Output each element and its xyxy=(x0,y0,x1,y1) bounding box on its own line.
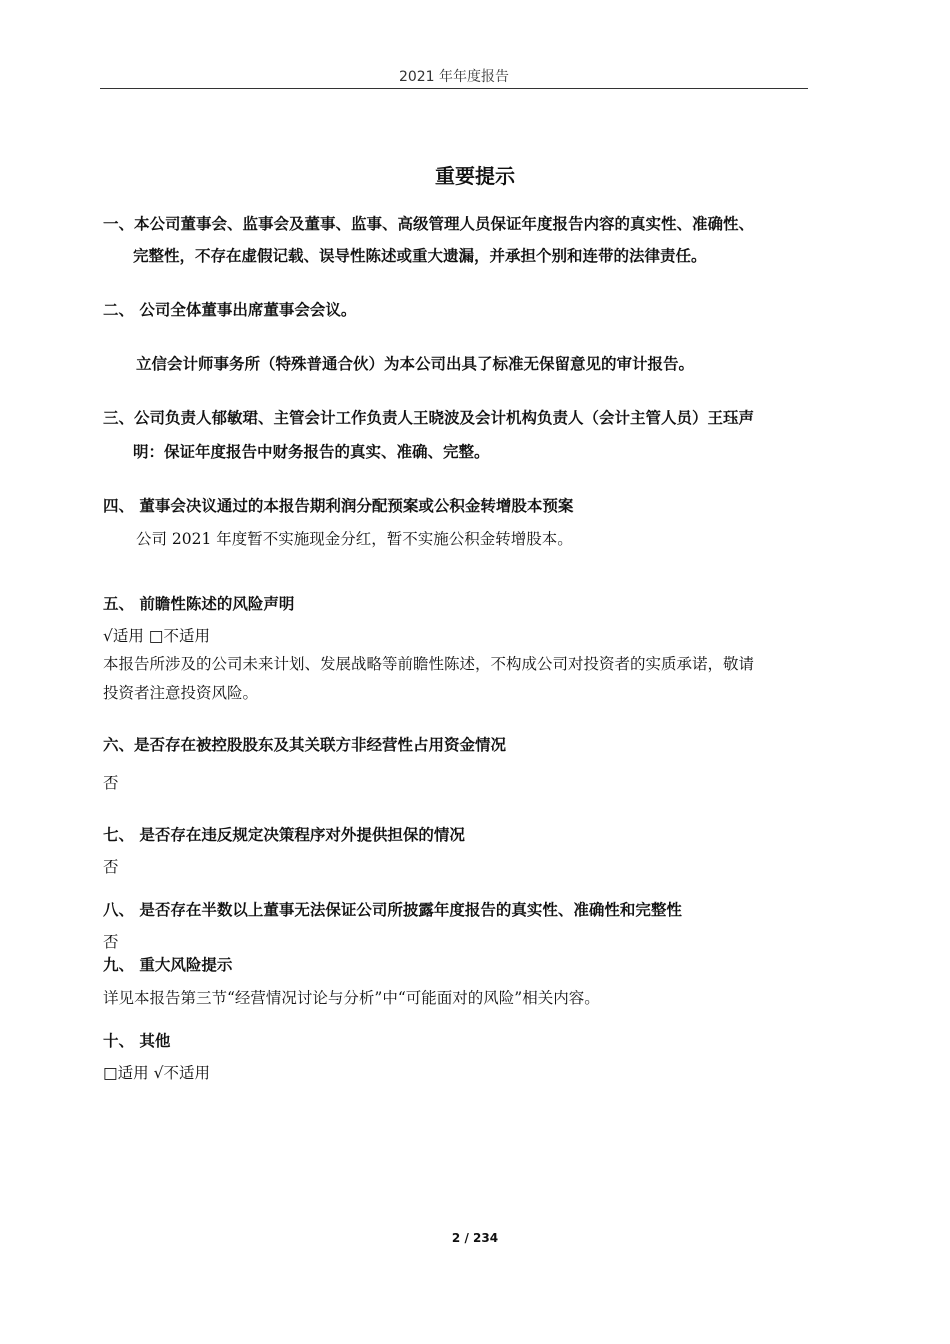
section-8-answer: 否 xyxy=(103,933,119,951)
section-6-heading: 六、是否存在被控股股东及其关联方非经营性占用资金情况 xyxy=(103,736,507,754)
section-4-body: 公司 2021 年度暂不实施现金分红，暂不实施公积金转增股本。 xyxy=(136,530,573,548)
section-7-heading: 七、 是否存在违反规定决策程序对外提供担保的情况 xyxy=(103,826,465,844)
section-2-audit-statement: 立信会计师事务所（特殊普通合伙）为本公司出具了标准无保留意见的审计报告。 xyxy=(136,355,695,373)
running-header: 2021 年年度报告 xyxy=(398,69,510,85)
section-6-answer: 否 xyxy=(103,774,119,792)
section-2-heading: 二、 公司全体董事出席董事会会议。 xyxy=(103,301,357,319)
section-5-applicability: √适用 □不适用 xyxy=(103,627,210,645)
section-9-heading: 九、 重大风险提示 xyxy=(103,956,233,974)
section-10-heading: 十、 其他 xyxy=(103,1032,171,1050)
section-1-line-1: 一、本公司董事会、监事会及董事、监事、高级管理人员保证年度报告内容的真实性、准确性、 xyxy=(103,215,755,233)
section-5-body-line-1: 本报告所涉及的公司未来计划、发展战略等前瞻性陈述，不构成公司对投资者的实质承诺，敬请 xyxy=(103,655,755,673)
section-8-heading: 八、 是否存在半数以上董事无法保证公司所披露年度报告的真实性、准确性和完整性 xyxy=(103,901,682,919)
section-4-heading: 四、 董事会决议通过的本报告期利润分配预案或公积金转增股本预案 xyxy=(103,497,574,515)
section-5-heading: 五、 前瞻性陈述的风险声明 xyxy=(103,595,295,613)
section-7-answer: 否 xyxy=(103,858,119,876)
section-3-line-1: 三、公司负责人郁敏珺、主管会计工作负责人王晓波及会计机构负责人（会计主管人员）王珏声 xyxy=(103,409,755,427)
header-rule xyxy=(100,88,808,89)
section-10-applicability: □适用 √不适用 xyxy=(103,1064,210,1082)
section-3-line-2: 明：保证年度报告中财务报告的真实、准确、完整。 xyxy=(133,443,490,461)
section-9-body: 详见本报告第三节“经营情况讨论与分析”中“可能面对的风险”相关内容。 xyxy=(103,989,600,1007)
page-title: 重要提示 xyxy=(435,164,515,188)
section-1-line-2: 完整性，不存在虚假记载、误导性陈述或重大遗漏，并承担个别和连带的法律责任。 xyxy=(133,247,707,265)
page-number: 2 / 234 xyxy=(451,1231,499,1245)
section-5-body-line-2: 投资者注意投资风险。 xyxy=(103,684,259,702)
